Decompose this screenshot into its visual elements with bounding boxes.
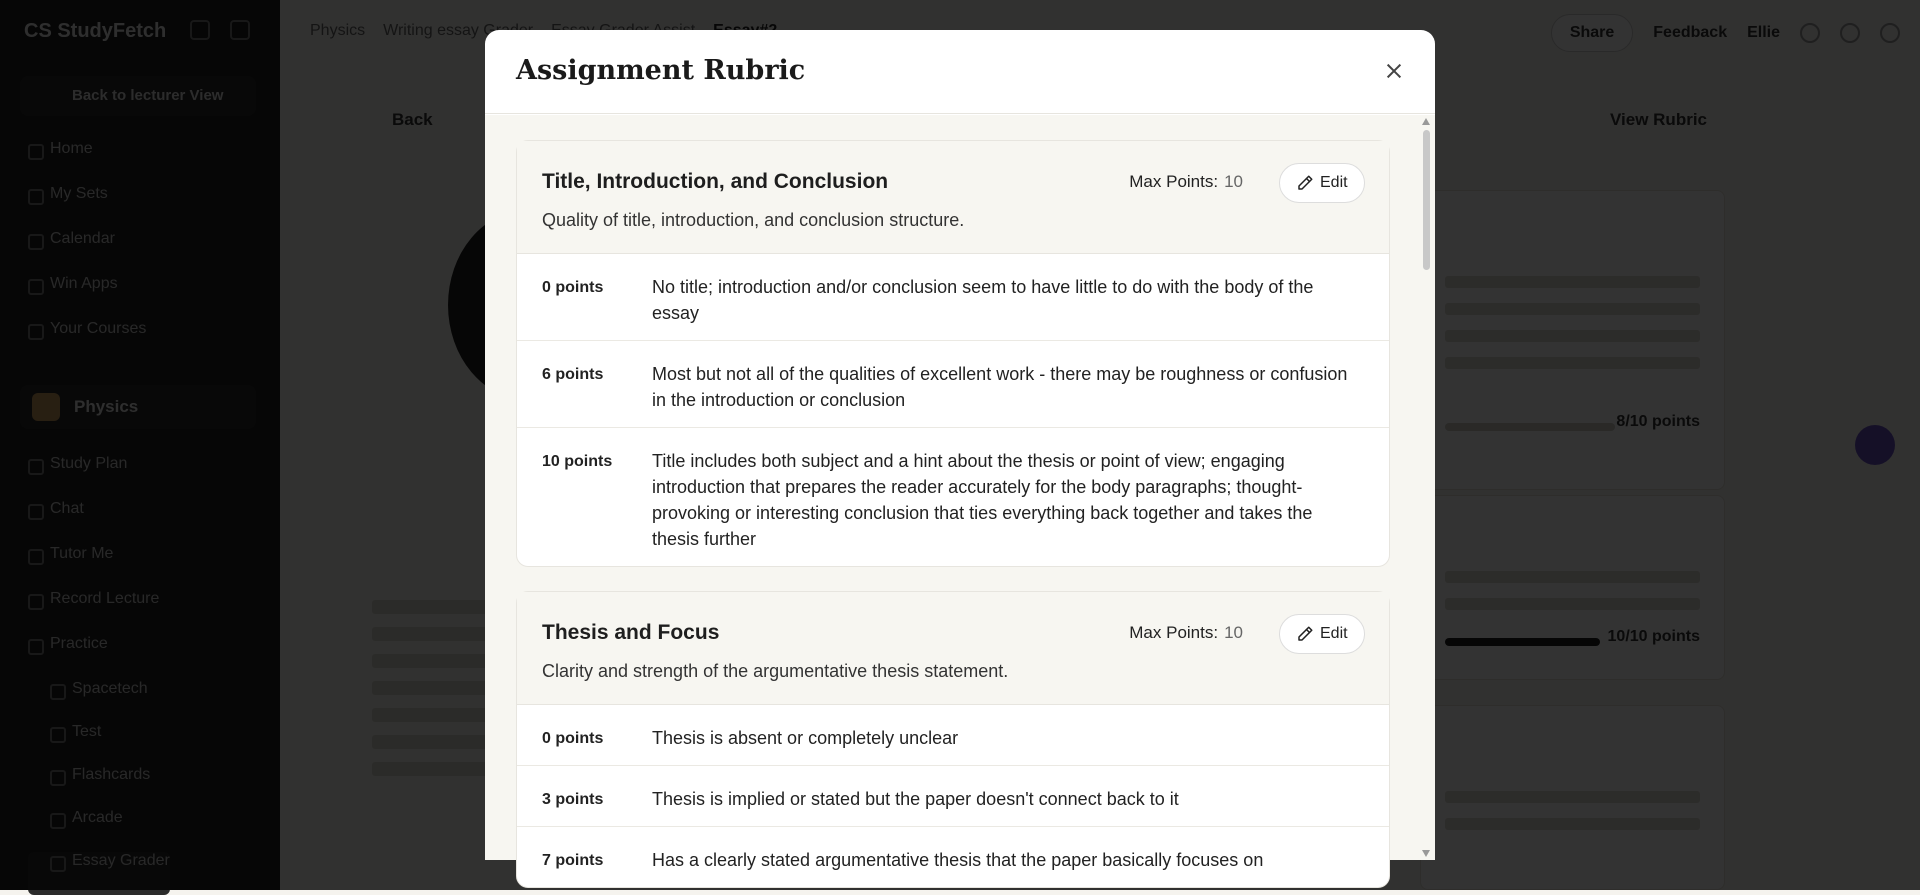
level-description: Title includes both subject and a hint about the thesis or point of view; engaging introduction that prepares the reader accurately for the body paragraphs; thought-provoking or interesting conclusion that ties everything back together and takes the thesis further <box>652 451 1313 549</box>
scroll-down-icon[interactable] <box>1422 850 1430 857</box>
rubric-level <box>517 254 1389 341</box>
level-description: No title; introduction and/or conclusion seem to have little to do with the body of the essay <box>652 277 1314 323</box>
edit-button[interactable] <box>1279 163 1365 203</box>
criterion-header <box>517 592 1389 705</box>
max-points <box>1129 172 1243 192</box>
level-description: Most but not all of the qualities of excellent work - there may be roughness or confusion in the introduction or conclusion <box>652 364 1348 410</box>
rubric-criterion <box>516 591 1390 888</box>
rubric-level <box>517 827 1389 887</box>
edit-label: Edit <box>1320 625 1348 642</box>
level-points: 0 points <box>542 279 604 296</box>
scroll-up-icon[interactable] <box>1422 118 1430 125</box>
rubric-level <box>517 428 1389 566</box>
rubric-criterion <box>516 140 1390 567</box>
level-description: Has a clearly stated argumentative thesis that the paper basically focuses on <box>652 850 1264 870</box>
pencil-icon <box>1296 174 1314 192</box>
scrollbar[interactable] <box>1423 115 1433 860</box>
max-points-value: 10 <box>1224 172 1243 191</box>
pencil-icon <box>1296 625 1314 643</box>
level-points: 7 points <box>542 852 604 869</box>
criterion-description: Clarity and strength of the argumentative thesis statement. <box>542 661 1009 681</box>
scrollbar-thumb[interactable] <box>1423 130 1430 270</box>
level-description: Thesis is implied or stated but the paper doesn't connect back to it <box>652 789 1179 809</box>
max-points-label: Max Points: <box>1129 172 1219 191</box>
edit-button[interactable] <box>1279 614 1365 654</box>
criterion-title: Title, Introduction, and Conclusion <box>542 170 889 193</box>
modal-title: Assignment Rubric <box>516 55 806 86</box>
max-points <box>1129 623 1243 643</box>
level-points: 6 points <box>542 366 604 383</box>
max-points-value: 10 <box>1224 623 1243 642</box>
modal-header <box>485 30 1435 114</box>
level-points: 0 points <box>542 730 604 747</box>
criterion-description: Quality of title, introduction, and conclusion structure. <box>542 210 965 230</box>
rubric-level <box>517 341 1389 428</box>
level-points: 3 points <box>542 791 604 808</box>
max-points-label: Max Points: <box>1129 623 1219 642</box>
level-description: Thesis is absent or completely unclear <box>652 728 959 748</box>
rubric-level <box>517 705 1389 766</box>
rubric-level <box>517 766 1389 827</box>
edit-label: Edit <box>1320 174 1348 191</box>
close-icon[interactable] <box>1383 60 1405 82</box>
modal-body[interactable] <box>485 115 1435 870</box>
criterion-title: Thesis and Focus <box>542 621 720 644</box>
level-points: 10 points <box>542 453 613 470</box>
criterion-header <box>517 141 1389 254</box>
rubric-modal <box>485 30 1435 870</box>
